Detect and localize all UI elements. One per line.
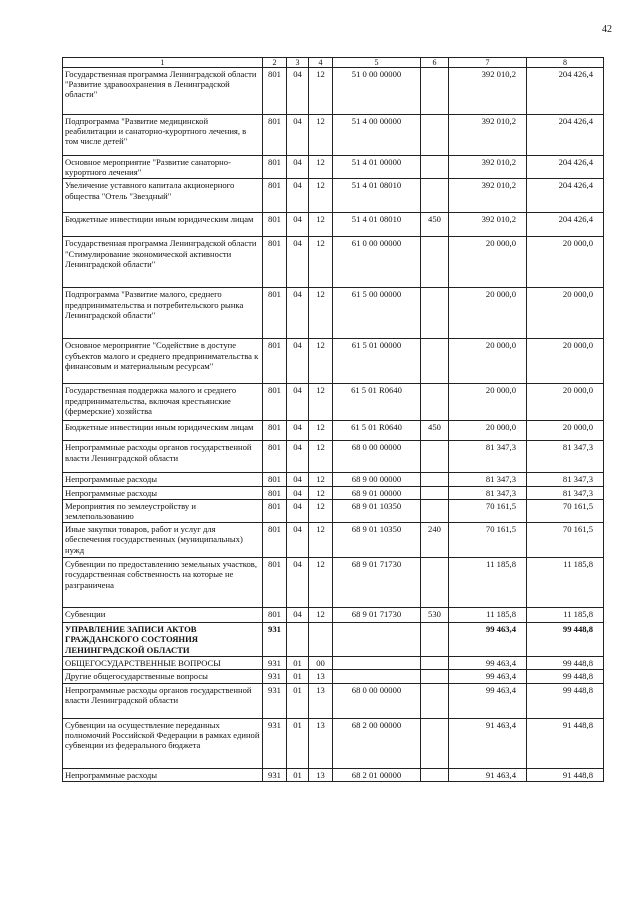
row-code-section: 04: [287, 558, 309, 608]
column-header: 7: [449, 58, 527, 68]
row-amount-1: 70 161,5: [449, 523, 527, 558]
row-name: Подпрограмма "Развитие медицинской реабилитации и санаторно-курортного лечения, в том числе детей": [63, 115, 263, 156]
row-amount-2: 99 448,8: [527, 670, 604, 683]
row-code-section: 01: [287, 683, 309, 718]
row-code-target: 61 5 01 R0640: [333, 421, 421, 441]
table-row: [63, 768, 604, 781]
row-name: Государственная поддержка малого и среднего предпринимательства, включая крестьянские (фермерские) хозяйства: [63, 384, 263, 421]
row-amount-1: 392 010,2: [449, 115, 527, 156]
row-code-subsection: 12: [309, 441, 333, 473]
row-code-type: [421, 657, 449, 670]
row-code-subsection: 00: [309, 657, 333, 670]
row-amount-1: 392 010,2: [449, 179, 527, 213]
row-code-ved: 801: [263, 421, 287, 441]
row-code-section: 04: [287, 421, 309, 441]
row-amount-2: 204 426,4: [527, 68, 604, 115]
table-row: [63, 68, 604, 115]
table-row: [63, 288, 604, 339]
row-code-target: 68 0 00 00000: [333, 683, 421, 718]
row-code-ved: 801: [263, 288, 287, 339]
row-code-type: [421, 441, 449, 473]
row-amount-1: 99 463,4: [449, 683, 527, 718]
row-name: Субвенции на осуществление переданных полномочий Российской Федерации в рамках единой субвенции из федерального бюджета: [63, 718, 263, 768]
row-amount-2: 99 448,8: [527, 683, 604, 718]
column-header: 4: [309, 58, 333, 68]
row-amount-1: 20 000,0: [449, 237, 527, 288]
row-code-subsection: 12: [309, 608, 333, 623]
row-code-subsection: 12: [309, 384, 333, 421]
row-amount-2: 204 426,4: [527, 179, 604, 213]
row-name: Бюджетные инвестиции иным юридическим лицам: [63, 421, 263, 441]
row-code-type: [421, 115, 449, 156]
row-amount-2: 99 448,8: [527, 657, 604, 670]
row-name: Другие общегосударственные вопросы: [63, 670, 263, 683]
row-name: Государственная программа Ленинградской области "Стимулирование экономической активности Ленинградской области": [63, 237, 263, 288]
table-row: [63, 213, 604, 237]
row-amount-1: 20 000,0: [449, 384, 527, 421]
table-row: [63, 718, 604, 768]
row-code-section: 01: [287, 718, 309, 768]
table-row: [63, 421, 604, 441]
row-code-type: [421, 339, 449, 384]
table-row: [63, 473, 604, 486]
row-amount-1: 99 463,4: [449, 623, 527, 657]
row-code-ved: 801: [263, 213, 287, 237]
row-code-section: 04: [287, 68, 309, 115]
row-amount-1: 99 463,4: [449, 657, 527, 670]
row-code-target: 61 0 00 00000: [333, 237, 421, 288]
row-code-target: 51 4 01 08010: [333, 179, 421, 213]
row-amount-1: 392 010,2: [449, 68, 527, 115]
row-code-subsection: 12: [309, 179, 333, 213]
row-amount-2: 20 000,0: [527, 288, 604, 339]
table-row: [63, 608, 604, 623]
column-header: 3: [287, 58, 309, 68]
row-code-section: 04: [287, 339, 309, 384]
column-header: 2: [263, 58, 287, 68]
row-code-ved: 931: [263, 623, 287, 657]
row-amount-1: 11 185,8: [449, 608, 527, 623]
row-code-section: 04: [287, 441, 309, 473]
row-code-target: 68 9 01 10350: [333, 523, 421, 558]
table-row: [63, 339, 604, 384]
row-amount-2: 70 161,5: [527, 499, 604, 522]
row-name: Непрограммные расходы: [63, 486, 263, 499]
row-amount-1: 11 185,8: [449, 558, 527, 608]
table-row: [63, 179, 604, 213]
row-code-target: [333, 623, 421, 657]
row-amount-1: 20 000,0: [449, 339, 527, 384]
row-code-target: 68 0 00 00000: [333, 441, 421, 473]
table-row: [63, 558, 604, 608]
row-code-subsection: 12: [309, 473, 333, 486]
row-code-type: [421, 623, 449, 657]
column-header: 8: [527, 58, 604, 68]
row-code-target: 61 5 00 00000: [333, 288, 421, 339]
row-code-target: 68 9 01 71730: [333, 558, 421, 608]
row-code-section: 04: [287, 179, 309, 213]
row-name: Непрограммные расходы органов государственной власти Ленинградской области: [63, 683, 263, 718]
row-code-subsection: 12: [309, 486, 333, 499]
row-amount-2: 81 347,3: [527, 441, 604, 473]
row-code-subsection: 12: [309, 288, 333, 339]
row-code-target: 68 9 01 10350: [333, 499, 421, 522]
row-code-ved: 801: [263, 68, 287, 115]
row-code-section: 04: [287, 523, 309, 558]
row-amount-2: 20 000,0: [527, 339, 604, 384]
row-code-target: 51 4 00 00000: [333, 115, 421, 156]
row-code-subsection: 13: [309, 670, 333, 683]
row-amount-1: 81 347,3: [449, 473, 527, 486]
row-amount-2: 204 426,4: [527, 115, 604, 156]
row-code-section: 01: [287, 768, 309, 781]
row-code-ved: 801: [263, 156, 287, 179]
table-row: [63, 384, 604, 421]
row-code-target: [333, 657, 421, 670]
row-code-section: 01: [287, 670, 309, 683]
row-code-ved: 801: [263, 499, 287, 522]
row-amount-2: 20 000,0: [527, 384, 604, 421]
row-code-target: 51 0 00 00000: [333, 68, 421, 115]
row-amount-1: 99 463,4: [449, 670, 527, 683]
row-amount-2: 81 347,3: [527, 486, 604, 499]
row-code-section: 04: [287, 499, 309, 522]
row-code-type: [421, 288, 449, 339]
row-name: Субвенции: [63, 608, 263, 623]
row-amount-2: 20 000,0: [527, 237, 604, 288]
row-code-section: 04: [287, 473, 309, 486]
table-row: [63, 237, 604, 288]
row-amount-1: 91 463,4: [449, 768, 527, 781]
row-code-ved: 801: [263, 339, 287, 384]
row-amount-1: 91 463,4: [449, 718, 527, 768]
table-row: [63, 683, 604, 718]
row-amount-2: 204 426,4: [527, 213, 604, 237]
row-code-ved: 801: [263, 441, 287, 473]
row-code-target: 68 9 01 71730: [333, 608, 421, 623]
row-code-type: 450: [421, 421, 449, 441]
row-code-type: [421, 156, 449, 179]
row-code-type: 240: [421, 523, 449, 558]
row-code-ved: 801: [263, 558, 287, 608]
row-code-type: [421, 670, 449, 683]
row-code-target: 61 5 01 R0640: [333, 384, 421, 421]
budget-table: [62, 57, 604, 782]
row-code-ved: 801: [263, 608, 287, 623]
row-amount-1: 70 161,5: [449, 499, 527, 522]
row-code-target: 68 9 01 00000: [333, 486, 421, 499]
row-code-ved: 931: [263, 683, 287, 718]
row-name: Государственная программа Ленинградской области "Развитие здравоохранения в Ленинградской области": [63, 68, 263, 115]
row-amount-2: 204 426,4: [527, 156, 604, 179]
row-name: Иные закупки товаров, работ и услуг для обеспечения государственных (муниципальных) нужд: [63, 523, 263, 558]
row-code-type: [421, 768, 449, 781]
row-name: ОБЩЕГОСУДАРСТВЕННЫЕ ВОПРОСЫ: [63, 657, 263, 670]
table-row: [63, 115, 604, 156]
row-code-subsection: 12: [309, 421, 333, 441]
row-name: Основное мероприятие "Содействие в доступе субъектов малого и среднего предпринимательства к финансовым и материальным ресурсам": [63, 339, 263, 384]
row-code-type: [421, 179, 449, 213]
row-code-target: 68 2 01 00000: [333, 768, 421, 781]
row-code-type: [421, 473, 449, 486]
row-code-type: [421, 237, 449, 288]
row-code-subsection: 13: [309, 683, 333, 718]
row-code-ved: 801: [263, 523, 287, 558]
row-code-section: 04: [287, 608, 309, 623]
table-body: [63, 68, 604, 782]
row-amount-1: 392 010,2: [449, 213, 527, 237]
row-code-ved: 931: [263, 718, 287, 768]
row-code-section: 04: [287, 156, 309, 179]
row-code-type: [421, 683, 449, 718]
table-row: [63, 441, 604, 473]
row-code-target: 68 2 00 00000: [333, 718, 421, 768]
row-code-subsection: 12: [309, 523, 333, 558]
table-row: [63, 156, 604, 179]
row-code-section: 04: [287, 115, 309, 156]
row-amount-2: 91 448,8: [527, 768, 604, 781]
row-code-target: [333, 670, 421, 683]
row-code-type: [421, 718, 449, 768]
row-code-target: 51 4 01 08010: [333, 213, 421, 237]
row-code-subsection: 12: [309, 499, 333, 522]
row-code-ved: 801: [263, 179, 287, 213]
row-code-section: 04: [287, 237, 309, 288]
row-amount-2: 11 185,8: [527, 558, 604, 608]
column-header: 6: [421, 58, 449, 68]
row-amount-2: 91 448,8: [527, 718, 604, 768]
row-code-ved: 931: [263, 670, 287, 683]
table-row: [63, 499, 604, 522]
table-row: [63, 486, 604, 499]
row-code-section: 04: [287, 384, 309, 421]
row-code-subsection: [309, 623, 333, 657]
row-code-target: 51 4 01 00000: [333, 156, 421, 179]
row-code-subsection: 12: [309, 339, 333, 384]
row-amount-1: 20 000,0: [449, 421, 527, 441]
row-name: Основное мероприятие "Развитие санаторно-курортного лечения": [63, 156, 263, 179]
row-code-target: 68 9 00 00000: [333, 473, 421, 486]
row-code-subsection: 12: [309, 156, 333, 179]
row-code-type: 530: [421, 608, 449, 623]
row-amount-2: 81 347,3: [527, 473, 604, 486]
row-code-section: 01: [287, 657, 309, 670]
row-name: Мероприятия по землеустройству и землепользованию: [63, 499, 263, 522]
row-name: Непрограммные расходы органов государственной власти Ленинградской области: [63, 441, 263, 473]
header-row: [63, 58, 604, 68]
row-name: Субвенции по предоставлению земельных участков, государственная собственность на которые не разграничена: [63, 558, 263, 608]
row-code-subsection: 12: [309, 237, 333, 288]
row-code-subsection: 13: [309, 768, 333, 781]
row-code-subsection: 12: [309, 213, 333, 237]
column-header: 5: [333, 58, 421, 68]
row-code-ved: 801: [263, 473, 287, 486]
row-code-subsection: 13: [309, 718, 333, 768]
row-code-type: [421, 499, 449, 522]
row-name: Увеличение уставного капитала акционерного общества "Отель "Звездный": [63, 179, 263, 213]
row-amount-2: 99 448,8: [527, 623, 604, 657]
row-code-section: 04: [287, 288, 309, 339]
row-code-subsection: 12: [309, 115, 333, 156]
row-name: Непрограммные расходы: [63, 768, 263, 781]
row-code-ved: 801: [263, 384, 287, 421]
row-code-ved: 801: [263, 486, 287, 499]
row-amount-2: 11 185,8: [527, 608, 604, 623]
row-name: Подпрограмма "Развитие малого, среднего предпринимательства и потребительского рынка Ленинградской области": [63, 288, 263, 339]
table-row: [63, 523, 604, 558]
row-code-section: 04: [287, 486, 309, 499]
row-code-ved: 931: [263, 657, 287, 670]
row-amount-1: 20 000,0: [449, 288, 527, 339]
table-row: [63, 657, 604, 670]
row-code-subsection: 12: [309, 558, 333, 608]
row-code-ved: 801: [263, 115, 287, 156]
row-amount-2: 70 161,5: [527, 523, 604, 558]
row-code-section: 04: [287, 213, 309, 237]
row-code-ved: 931: [263, 768, 287, 781]
page-number: 42: [602, 24, 612, 35]
row-code-type: [421, 68, 449, 115]
row-amount-1: 392 010,2: [449, 156, 527, 179]
row-code-type: [421, 384, 449, 421]
row-name: УПРАВЛЕНИЕ ЗАПИСИ АКТОВ ГРАЖДАНСКОГО СОСТОЯНИЯ ЛЕНИНГРАДСКОЙ ОБЛАСТИ: [63, 623, 263, 657]
row-code-target: 61 5 01 00000: [333, 339, 421, 384]
row-amount-1: 81 347,3: [449, 486, 527, 499]
row-name: Бюджетные инвестиции иным юридическим лицам: [63, 213, 263, 237]
row-amount-2: 20 000,0: [527, 421, 604, 441]
row-name: Непрограммные расходы: [63, 473, 263, 486]
column-header: 1: [63, 58, 263, 68]
row-code-section: [287, 623, 309, 657]
row-code-type: [421, 486, 449, 499]
table-row: [63, 670, 604, 683]
row-code-type: 450: [421, 213, 449, 237]
row-code-ved: 801: [263, 237, 287, 288]
row-amount-1: 81 347,3: [449, 441, 527, 473]
table-row: [63, 623, 604, 657]
row-code-subsection: 12: [309, 68, 333, 115]
row-code-type: [421, 558, 449, 608]
